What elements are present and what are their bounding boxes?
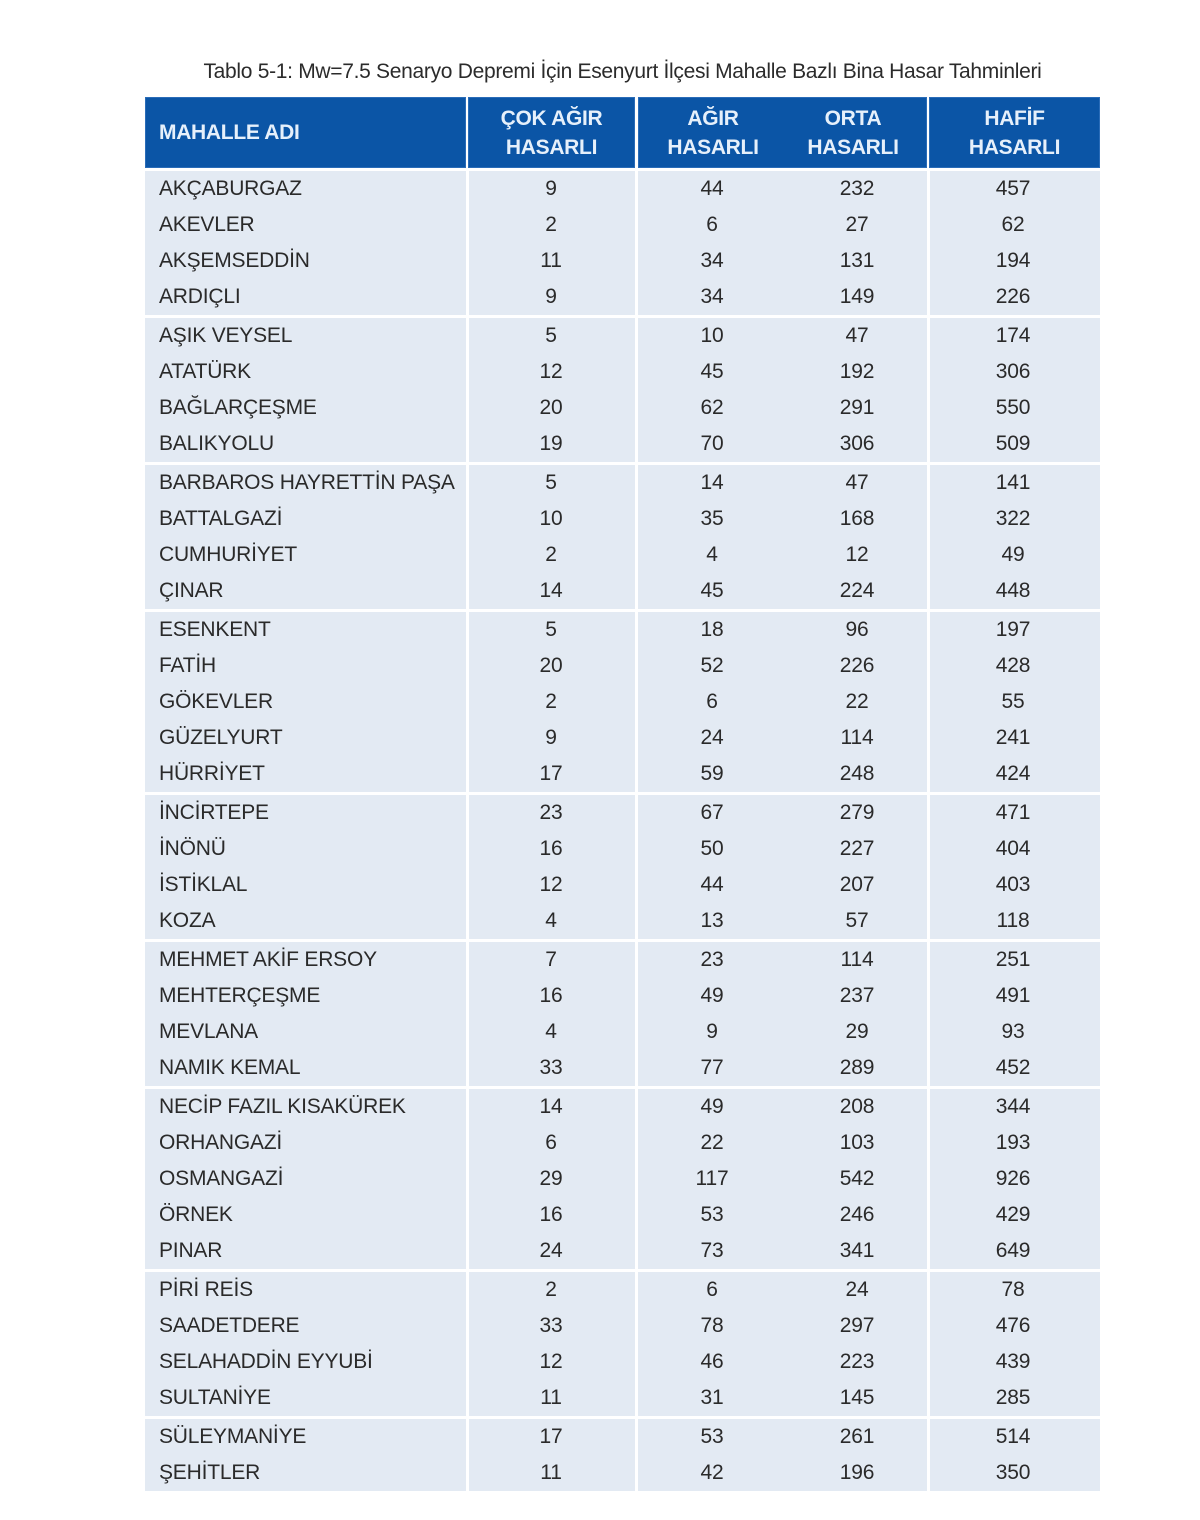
cell-orta: 131 [839,249,875,272]
cell-hafif: 926 [995,1167,1031,1190]
cell-orta: 103 [839,1131,875,1154]
cell-hafif: 226 [995,285,1031,308]
cell-mahalle-adi: CUMHURİYET [159,543,297,566]
table-row [145,573,1100,609]
cell-orta: 306 [839,432,875,455]
cell-agir: 13 [700,909,724,932]
cell-cok-agir: 12 [539,1350,563,1373]
cell-hafif: 93 [1001,1020,1025,1043]
cell-mahalle-adi: SAADETDERE [159,1314,300,1337]
cell-mahalle-adi: ÖRNEK [159,1203,233,1226]
cell-orta: 542 [839,1167,875,1190]
cell-hafif: 491 [995,984,1031,1007]
cell-mahalle-adi: FATİH [159,654,216,677]
cell-orta: 208 [839,1095,875,1118]
cell-cok-agir: 2 [545,690,557,713]
table-row [145,1161,1100,1197]
cell-cok-agir: 11 [540,249,562,272]
cell-agir: 117 [695,1167,729,1190]
cell-orta: 232 [839,177,875,200]
row-group [145,1419,1100,1491]
table-row [145,354,1100,390]
cell-agir: 14 [700,471,724,494]
row-group [145,612,1100,792]
cell-hafif: 509 [995,432,1031,455]
table-row [145,720,1100,756]
cell-agir: 50 [700,837,724,860]
cell-hafif: 514 [995,1425,1031,1448]
cell-mahalle-adi: BARBAROS HAYRETTİN PAŞA [159,471,455,494]
table-caption: Tablo 5-1: Mw=7.5 Senaryo Depremi İçin Esenyurt İlçesi Mahalle Bazlı Bina Hasar Tahminleri [203,60,1042,83]
table-row [145,1197,1100,1233]
row-group [145,1089,1100,1269]
cell-agir: 67 [700,801,724,824]
cell-cok-agir: 33 [539,1056,563,1079]
cell-hafif: 457 [995,177,1031,200]
cell-cok-agir: 17 [539,1425,563,1448]
cell-agir: 59 [700,762,724,785]
table-body [145,171,1100,1491]
cell-cok-agir: 24 [539,1239,563,1262]
cell-hafif: 649 [995,1239,1031,1262]
cell-mahalle-adi: AŞIK VEYSEL [159,324,293,347]
cell-agir: 6 [706,1278,718,1301]
cell-agir: 49 [700,1095,724,1118]
cell-mahalle-adi: MEHMET AKİF ERSOY [159,948,377,971]
cell-mahalle-adi: AKÇABURGAZ [159,177,302,200]
cell-orta: 341 [839,1239,875,1262]
table-row [145,648,1100,684]
cell-cok-agir: 4 [545,909,557,932]
header-hafif-line1: HAFİF [984,106,1045,130]
cell-mahalle-adi: PİRİ REİS [159,1278,253,1301]
cell-agir: 62 [700,396,724,419]
cell-orta: 57 [845,909,869,932]
cell-orta: 168 [839,507,875,530]
cell-agir: 44 [700,873,724,896]
cell-hafif: 55 [1001,690,1025,713]
cell-orta: 96 [845,618,869,641]
cell-cok-agir: 19 [539,432,563,455]
cell-cok-agir: 5 [545,324,557,347]
row-group [145,171,1100,315]
cell-cok-agir: 6 [545,1131,557,1154]
cell-mahalle-adi: ÇINAR [159,579,224,602]
table-row [145,279,1100,315]
cell-hafif: 194 [995,249,1031,272]
cell-hafif: 306 [995,360,1031,383]
cell-hafif: 428 [995,654,1031,677]
cell-cok-agir: 20 [539,654,563,677]
table-row [145,756,1100,792]
cell-agir: 6 [706,690,718,713]
cell-mahalle-adi: AKŞEMSEDDİN [159,249,310,272]
cell-orta: 47 [845,324,869,347]
cell-orta: 237 [839,984,875,1007]
cell-agir: 18 [700,618,724,641]
cell-orta: 227 [839,837,875,860]
cell-orta: 226 [839,654,875,677]
cell-orta: 279 [839,801,875,824]
cell-agir: 46 [700,1350,724,1373]
table-row [145,1308,1100,1344]
cell-agir: 49 [700,984,724,1007]
header-orta-hasarli [783,97,923,168]
table-row [145,243,1100,279]
cell-agir: 10 [700,324,724,347]
cell-mahalle-adi: PINAR [159,1239,223,1262]
cell-orta: 24 [845,1278,869,1301]
cell-orta: 145 [839,1386,875,1409]
table-row [145,1344,1100,1380]
damage-estimate-table [145,97,1100,1491]
header-cok-agir-line2: HASARLI [505,135,598,159]
cell-mahalle-adi: BATTALGAZİ [159,507,283,530]
table-row [145,1455,1100,1491]
header-agir-line1: AĞIR [687,106,739,130]
cell-mahalle-adi: MEHTERÇEŞME [159,984,321,1007]
cell-agir: 34 [700,285,724,308]
cell-hafif: 197 [995,618,1031,641]
cell-mahalle-adi: NECİP FAZIL KISAKÜREK [159,1095,406,1118]
cell-hafif: 429 [995,1203,1031,1226]
cell-cok-agir: 5 [545,618,557,641]
cell-orta: 207 [839,873,875,896]
cell-mahalle-adi: ORHANGAZİ [159,1131,283,1154]
cell-mahalle-adi: SELAHADDİN EYYUBİ [159,1350,373,1373]
header-orta-line1: ORTA [824,106,882,130]
cell-cok-agir: 9 [545,177,557,200]
table-row [145,1050,1100,1086]
cell-hafif: 174 [995,324,1031,347]
cell-hafif: 424 [995,762,1031,785]
row-group [145,318,1100,462]
row-group [145,795,1100,939]
cell-cok-agir: 23 [539,801,563,824]
cell-mahalle-adi: GÖKEVLER [159,690,273,713]
cell-cok-agir: 5 [545,471,557,494]
table-row [145,426,1100,462]
cell-agir: 31 [700,1386,724,1409]
cell-hafif: 285 [995,1386,1031,1409]
table-row [145,612,1100,648]
cell-orta: 47 [845,471,869,494]
cell-hafif: 193 [995,1131,1031,1154]
table-row [145,1233,1100,1269]
cell-cok-agir: 2 [545,1278,557,1301]
cell-hafif: 62 [1001,213,1025,236]
cell-orta: 223 [839,1350,875,1373]
header-cok-agir-line1: ÇOK AĞIR [500,106,603,130]
header-mahalle-adi: MAHALLE ADI [145,97,466,168]
cell-orta: 192 [839,360,875,383]
cell-mahalle-adi: SULTANİYE [159,1386,271,1409]
header-agir-hasarli [638,97,788,168]
cell-hafif: 322 [995,507,1031,530]
cell-cok-agir: 17 [539,762,563,785]
row-group [145,942,1100,1086]
table-row [145,501,1100,537]
header-agir-orta-block [638,97,927,168]
cell-mahalle-adi: İSTİKLAL [159,873,248,896]
cell-agir: 9 [706,1020,718,1043]
cell-hafif: 476 [995,1314,1031,1337]
table-row [145,390,1100,426]
cell-cok-agir: 12 [539,873,563,896]
cell-orta: 114 [840,726,874,749]
cell-orta: 22 [845,690,869,713]
cell-hafif: 241 [995,726,1031,749]
cell-agir: 45 [700,579,724,602]
cell-mahalle-adi: OSMANGAZİ [159,1167,284,1190]
cell-agir: 45 [700,360,724,383]
cell-hafif: 439 [995,1350,1031,1373]
cell-orta: 114 [840,948,874,971]
row-group [145,465,1100,609]
cell-agir: 42 [700,1461,724,1484]
cell-agir: 24 [700,726,724,749]
cell-mahalle-adi: GÜZELYURT [159,726,283,749]
header-cok-agir-hasarli [468,97,635,168]
table-header [145,97,1100,168]
cell-hafif: 471 [995,801,1031,824]
row-group [145,1272,1100,1416]
table-row [145,207,1100,243]
cell-cok-agir: 14 [539,579,563,602]
cell-cok-agir: 16 [539,837,563,860]
cell-orta: 196 [839,1461,875,1484]
header-agir-line2: HASARLI [667,135,759,159]
cell-hafif: 49 [1001,543,1025,566]
cell-orta: 27 [845,213,869,236]
cell-cok-agir: 14 [539,1095,563,1118]
cell-orta: 291 [839,396,875,419]
cell-cok-agir: 2 [545,213,557,236]
table-row [145,684,1100,720]
cell-cok-agir: 11 [540,1386,562,1409]
cell-cok-agir: 10 [539,507,563,530]
table-row [145,537,1100,573]
cell-agir: 70 [700,432,724,455]
header-hafif-line2: HASARLI [968,135,1061,159]
cell-hafif: 251 [995,948,1031,971]
cell-hafif: 403 [995,873,1031,896]
cell-agir: 53 [700,1203,724,1226]
cell-cok-agir: 9 [545,285,557,308]
cell-orta: 248 [839,762,875,785]
table-row [145,1014,1100,1050]
cell-mahalle-adi: KOZA [159,909,216,932]
cell-mahalle-adi: ATATÜRK [159,360,251,383]
cell-hafif: 141 [995,471,1031,494]
cell-orta: 297 [839,1314,875,1337]
table-row [145,831,1100,867]
cell-hafif: 344 [995,1095,1031,1118]
cell-mahalle-adi: BALIKYOLU [159,432,274,455]
table-row [145,867,1100,903]
cell-cok-agir: 20 [539,396,563,419]
cell-mahalle-adi: ARDIÇLI [159,285,241,308]
cell-cok-agir: 33 [539,1314,563,1337]
table-row [145,978,1100,1014]
cell-agir: 52 [700,654,724,677]
header-orta-line2: HASARLI [807,135,899,159]
cell-hafif: 448 [995,579,1031,602]
cell-agir: 35 [700,507,724,530]
table-row [145,1125,1100,1161]
table-row [145,1380,1100,1416]
cell-mahalle-adi: HÜRRİYET [159,762,265,785]
cell-agir: 23 [700,948,724,971]
cell-agir: 22 [700,1131,724,1154]
cell-cok-agir: 16 [539,1203,563,1226]
cell-agir: 77 [700,1056,724,1079]
cell-orta: 12 [845,543,869,566]
cell-mahalle-adi: SÜLEYMANİYE [159,1425,307,1448]
cell-orta: 149 [839,285,875,308]
cell-mahalle-adi: AKEVLER [159,213,255,236]
header-hafif-hasarli [929,97,1100,168]
cell-orta: 246 [839,1203,875,1226]
cell-cok-agir: 12 [539,360,563,383]
cell-mahalle-adi: ŞEHİTLER [159,1461,261,1484]
cell-hafif: 350 [995,1461,1031,1484]
cell-agir: 53 [700,1425,724,1448]
table-row [145,171,1100,207]
cell-mahalle-adi: NAMIK KEMAL [159,1056,301,1079]
table-row [145,1272,1100,1308]
table-row [145,795,1100,831]
table-row [145,1419,1100,1455]
cell-agir: 6 [706,213,718,236]
cell-agir: 73 [700,1239,724,1262]
cell-cok-agir: 4 [545,1020,557,1043]
table-row [145,318,1100,354]
cell-cok-agir: 16 [539,984,563,1007]
cell-orta: 224 [839,579,875,602]
table-row [145,903,1100,939]
cell-mahalle-adi: BAĞLARÇEŞME [159,396,317,419]
table-row [145,942,1100,978]
cell-mahalle-adi: İNCİRTEPE [159,801,269,824]
cell-hafif: 452 [995,1056,1031,1079]
cell-hafif: 78 [1001,1278,1025,1301]
cell-orta: 289 [839,1056,875,1079]
cell-orta: 261 [839,1425,875,1448]
cell-mahalle-adi: İNÖNÜ [159,837,226,860]
table-row [145,1089,1100,1125]
cell-cok-agir: 7 [545,948,557,971]
cell-hafif: 118 [996,909,1030,932]
cell-mahalle-adi: MEVLANA [159,1020,258,1043]
cell-agir: 78 [700,1314,724,1337]
cell-cok-agir: 11 [540,1461,562,1484]
cell-hafif: 550 [995,396,1031,419]
cell-cok-agir: 2 [545,543,557,566]
cell-cok-agir: 29 [539,1167,563,1190]
cell-agir: 34 [700,249,724,272]
cell-cok-agir: 9 [545,726,557,749]
cell-hafif: 404 [995,837,1031,860]
cell-orta: 29 [845,1020,869,1043]
cell-mahalle-adi: ESENKENT [159,618,271,641]
table-row [145,465,1100,501]
cell-agir: 4 [706,543,718,566]
cell-agir: 44 [700,177,724,200]
